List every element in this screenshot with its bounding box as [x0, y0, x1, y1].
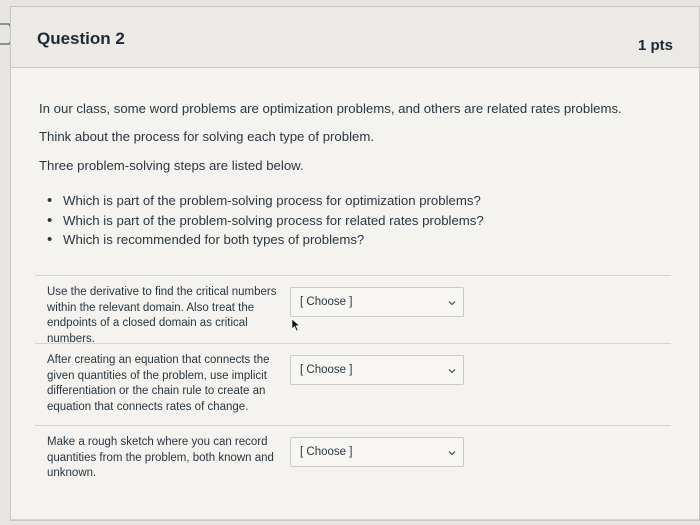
question-points: 1 pts	[637, 37, 673, 54]
question-card	[10, 6, 700, 521]
prompt-paragraph-3: Three problem-solving steps are listed below.	[39, 158, 304, 173]
prompt-paragraph-1: In our class, some word problems are optimization problems, and others are related rates problems.	[39, 101, 622, 116]
answer-text-2: After creating an equation that connects the given quantities of the problem, use implicit differentiation or the chain rule to create an equation that connects rates of change.	[47, 354, 270, 413]
answer-text-3: Make a rough sketch where you can record quantities from the problem, both known and unknown.	[47, 436, 274, 480]
list-item: • Which is recommended for both types of problems?	[47, 231, 365, 248]
question-header	[11, 7, 699, 68]
chevron-down-icon	[447, 366, 457, 376]
list-item: • Which is part of the problem-solving process for optimization problems?	[47, 192, 481, 209]
chevron-down-icon	[447, 448, 457, 458]
answer-select-2[interactable]	[290, 355, 464, 385]
select-value: [ Choose ]	[300, 296, 353, 308]
answer-select-3[interactable]	[290, 437, 464, 467]
chevron-down-icon	[447, 298, 457, 308]
prompt-paragraph-2: Think about the process for solving each type of problem.	[39, 129, 374, 144]
divider	[35, 343, 671, 344]
answer-text-1: Use the derivative to find the critical numbers within the relevant domain. Also treat the endpoints of a closed domain as critical numbers.	[47, 286, 277, 345]
question-title: Question 2	[37, 29, 125, 48]
bullet-icon: •	[47, 231, 53, 248]
select-value: [ Choose ]	[300, 364, 353, 376]
divider	[35, 425, 671, 426]
bullet-icon: •	[47, 211, 53, 229]
mouse-pointer-icon	[291, 318, 301, 332]
list-item: • Which is part of the problem-solving process for related rates problems?	[47, 211, 484, 229]
divider	[35, 275, 671, 276]
divider	[11, 519, 699, 520]
bullet-icon: •	[47, 192, 53, 209]
select-value: [ Choose ]	[300, 446, 353, 458]
answer-select-1[interactable]	[290, 287, 464, 317]
prompt-bullet-list	[47, 191, 484, 250]
answer-matching-area	[35, 267, 671, 507]
